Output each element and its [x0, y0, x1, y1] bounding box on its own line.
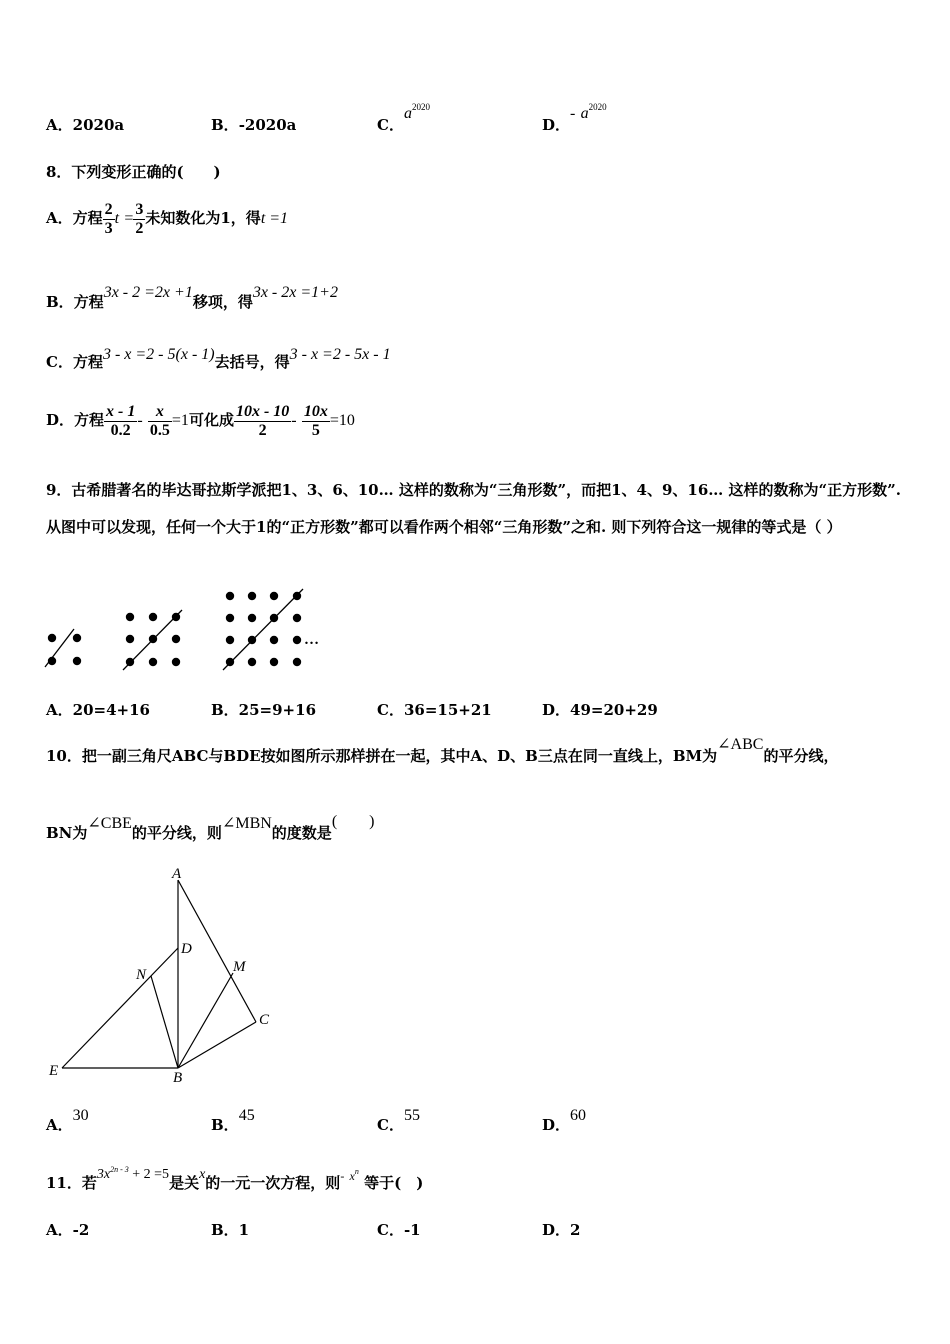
divider-line-1 [45, 629, 74, 667]
q11-option-b: B．1 [211, 1221, 250, 1239]
q9-option-d: D．49=20+29 [542, 701, 658, 719]
label-e: E [49, 1063, 59, 1079]
q10-option-b: B．45 [211, 1107, 255, 1134]
q10-option-a: A．30 [46, 1107, 89, 1134]
q8-option-b: B．方程3x - 2 =2x +1移项，得3x - 2x =1+2 [46, 284, 338, 311]
ellipsis: … [304, 632, 319, 648]
q10-option-d: D．60 [542, 1107, 587, 1134]
q9-dot-figure [40, 585, 340, 675]
q8-stem: 8．下列变形正确的( ) [46, 163, 221, 181]
q9-option-a: A．20=4+16 [46, 701, 150, 719]
q7-option-d: D．- $a^{2020}$ [542, 102, 607, 134]
label-a: A [172, 866, 182, 882]
segment-bc [178, 1022, 256, 1068]
q9-stem: 9．古希腊著名的毕达哥拉斯学派把1、3、6、10… 这样的数称为“三角形数”，而把1、4、9、16… 这样的数称为“正方形数”. 从图中可以发现，任何一个大于1的“正方形数”都可以看作两个相邻“三角形数”之和. 则下列符合这一规律的等式是（ ） [46, 481, 901, 536]
q11-option-c: C．-1 [377, 1221, 421, 1239]
q10-triangle-figure [40, 862, 290, 1092]
label-b: B [173, 1070, 183, 1086]
q7-option-b: B．-2020a [211, 116, 297, 134]
q10-option-c: C．55 [377, 1107, 420, 1134]
q10-stem-line1: 10．把一副三角尺ABC与BDE按如图所示那样拼在一起，其中A、D、B三点在同一直线上，BM为∠ABC的平分线， [46, 736, 839, 765]
q11-option-a: A．-2 [46, 1221, 90, 1239]
q11-option-d: D．2 [542, 1221, 581, 1239]
q9-option-b: B．25=9+16 [211, 701, 317, 719]
square-dots-2x2 [48, 634, 81, 665]
q8-option-d: D．方程 $\frac{x - 1}{0.2}$ - $\frac{x}{0.5}$ =1可化成 $\frac{10x - 10}{2}$ - $\frac{10x}{5}$ =10 [46, 402, 355, 439]
q11-stem: 11．若$3x^{2n - 3} + 2 =5$是关x的一元一次方程，则- $^{xn}$ 等于( ) [46, 1165, 424, 1192]
segment-bm [178, 973, 233, 1068]
q10-stem-line2: BN为∠CBE的平分线，则∠MBN的度数是( ) [46, 813, 375, 842]
q8-option-a: A．方程 $\frac{2}{3}$ t = $\frac{3}{2}$ 未知数化为1，得t =1 [46, 200, 289, 237]
q8-option-c: C．方程3 - x =2 - 5(x - 1)去括号，得3 - x =2 - 5x - 1 [46, 346, 391, 371]
label-c: C [259, 1012, 270, 1028]
label-m: M [233, 959, 246, 975]
segment-bn [151, 976, 178, 1068]
q7-option-c: C．$a^{2020}$ [377, 102, 430, 134]
q7-option-a: A．2020a [46, 116, 125, 134]
label-n: N [136, 967, 147, 983]
label-d: D [181, 941, 192, 957]
q9-option-c: C．36=15+21 [377, 701, 492, 719]
divider-line-3 [223, 589, 303, 670]
